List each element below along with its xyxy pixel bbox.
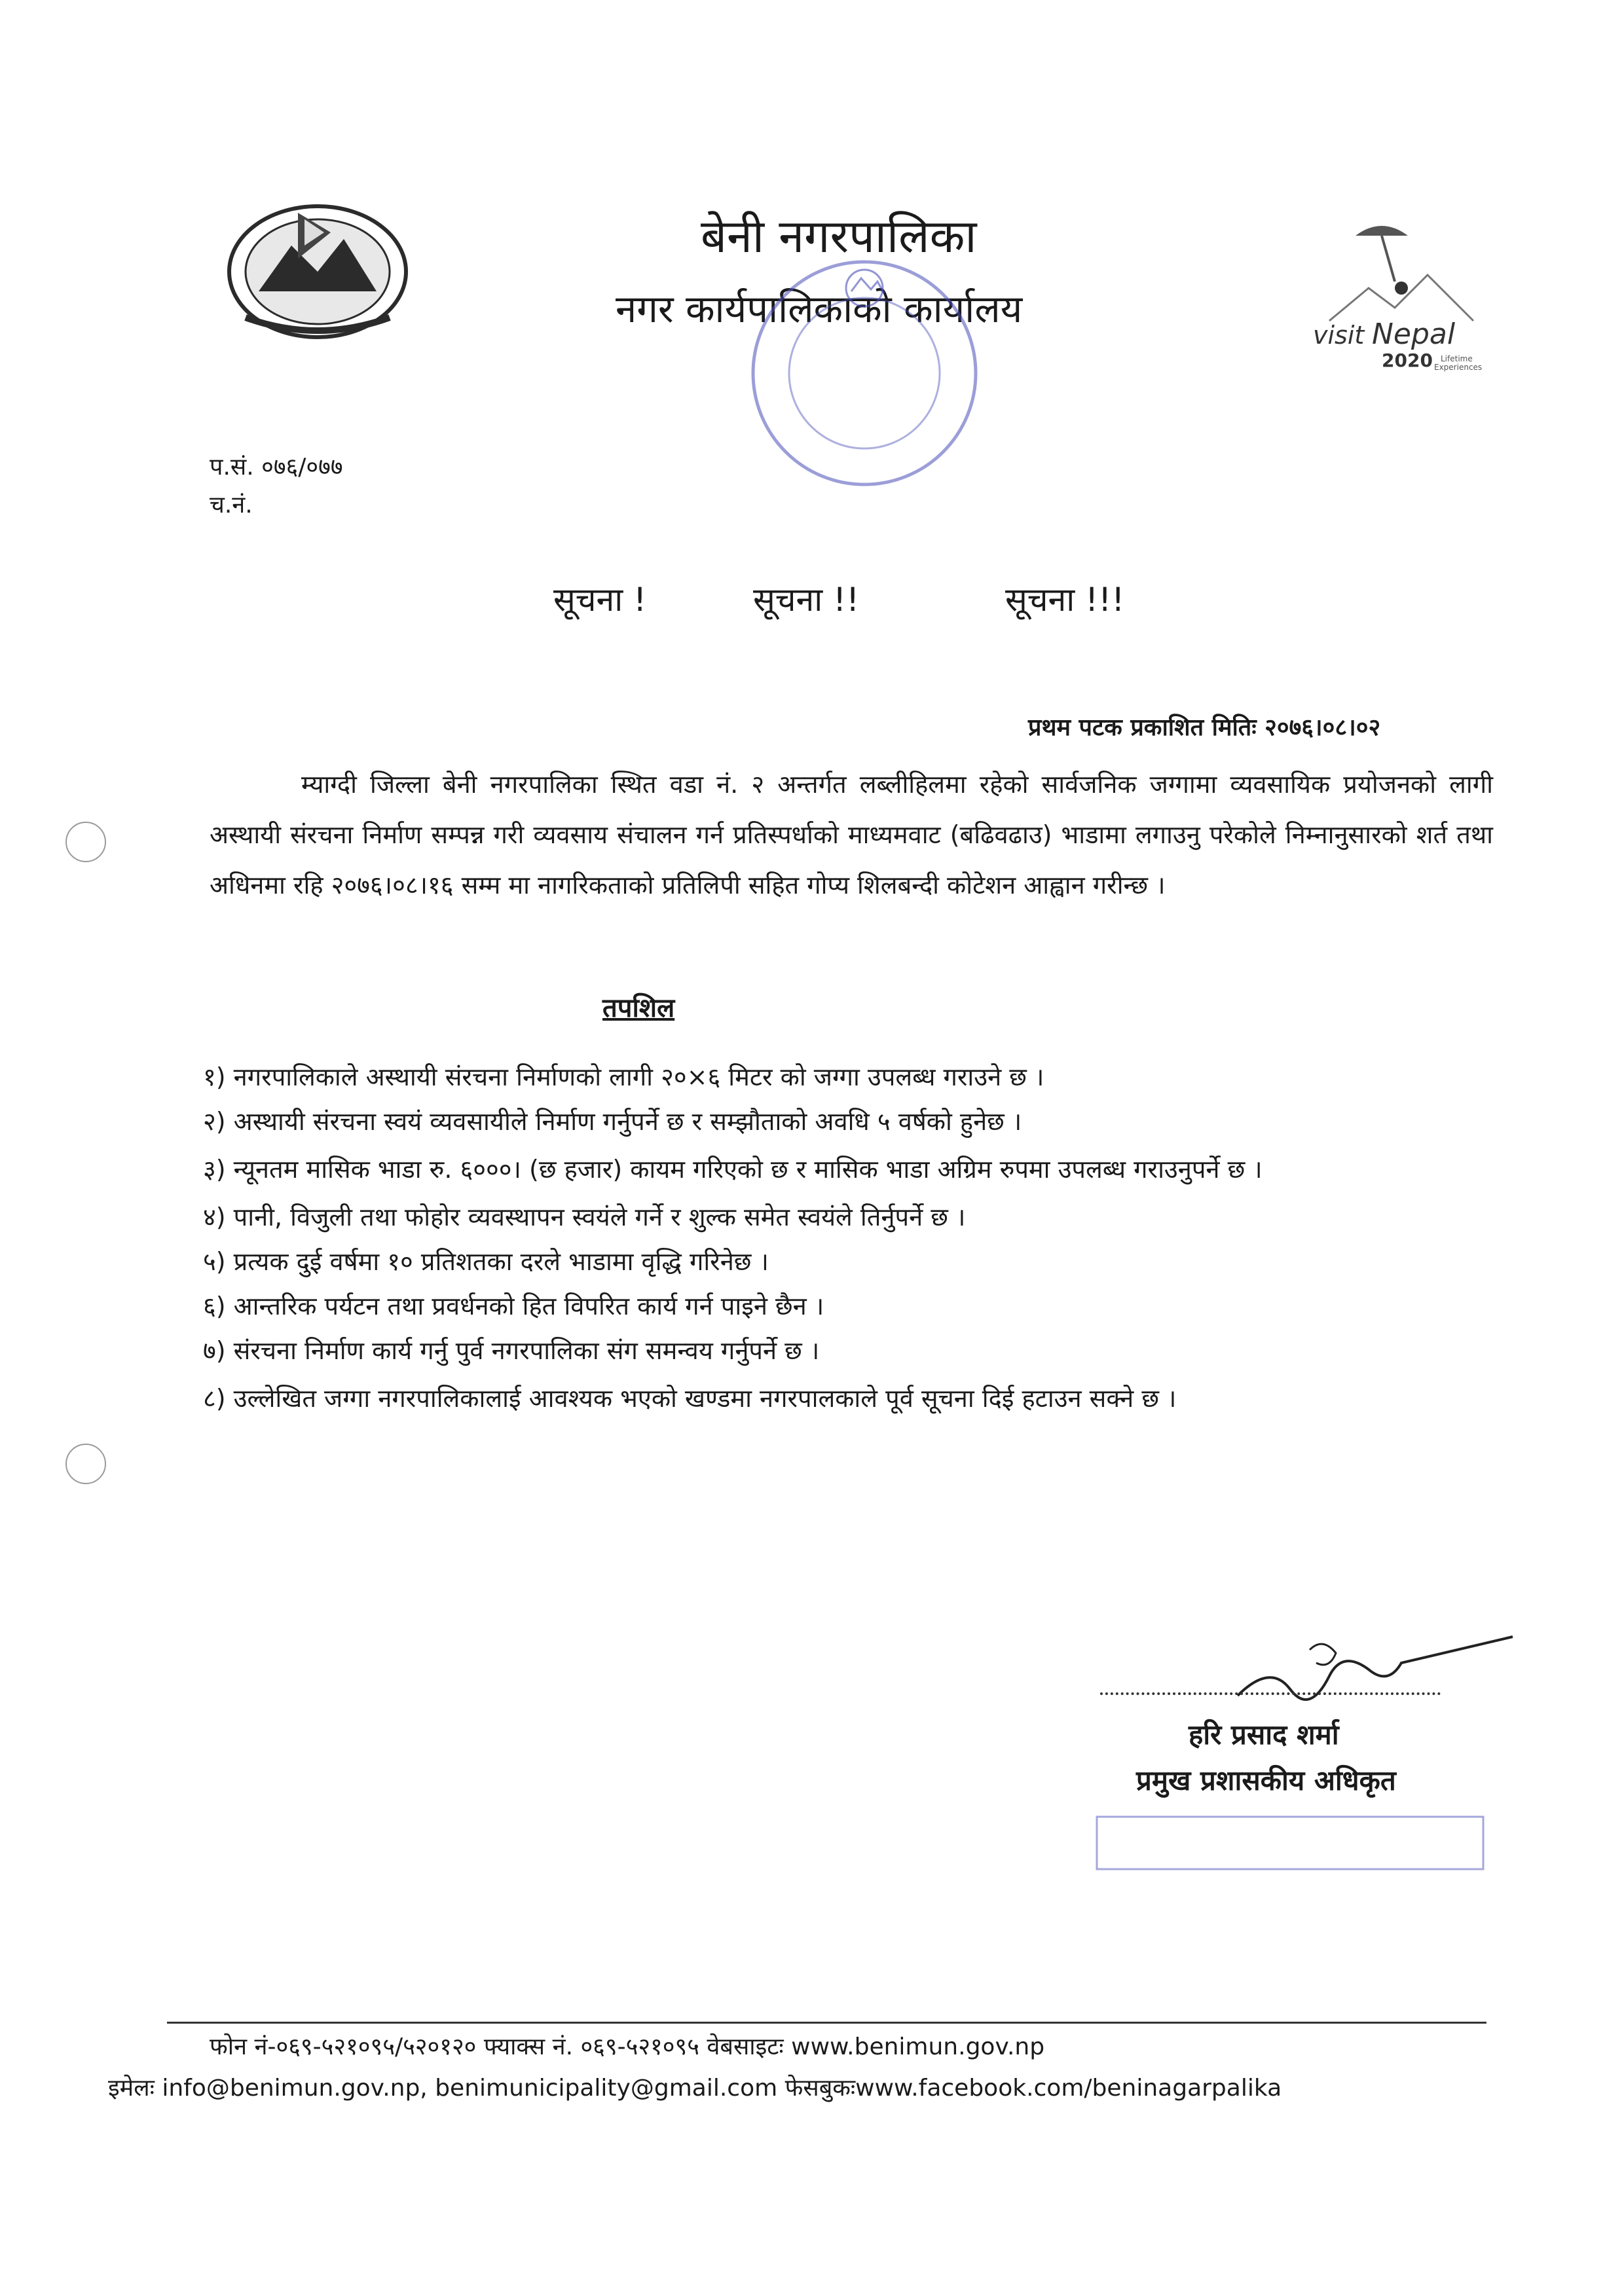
svg-text:Experiences: Experiences xyxy=(1434,363,1483,372)
condition-item: २) अस्थायी संरचना स्वयं व्यवसायीले निर्माण गर्नुपर्ने छ र सम्झौताको अवधि ५ वर्षको हुनेछ । xyxy=(203,1107,1022,1136)
office-name: नगर कार्यपालिकाको कार्यालय xyxy=(616,287,1023,331)
notice-heading-2: सूचना !! xyxy=(753,581,860,619)
svg-text:visit: visit xyxy=(1313,321,1365,350)
signatory-name: हरि प्रसाद शर्मा xyxy=(1189,1719,1339,1751)
notice-heading-3: सूचना !!! xyxy=(1005,581,1125,619)
visit-nepal-2020-logo xyxy=(1303,210,1506,386)
svg-text:Lifetime: Lifetime xyxy=(1441,354,1473,363)
details-heading: तपशिल xyxy=(602,993,675,1023)
chalani-number: च.नं. xyxy=(210,492,253,519)
footer-contact-line: फोन नं-०६९-५२१०९५/५२०१२० फ्याक्स नं. ०६९-५२१०९५ वेबसाइटः www.benimun.gov.np xyxy=(210,2033,1045,2060)
condition-item: ५) प्रत्यक दुई वर्षमा १० प्रतिशतका दरले भाडामा वृद्धि गरिनेछ । xyxy=(203,1247,769,1276)
signatory-title: प्रमुख प्रशासकीय अधिकृत xyxy=(1136,1764,1396,1796)
conditions-list xyxy=(203,1057,1486,1427)
condition-item: ४) पानी, विजुली तथा फोहोर व्यवस्थापन स्वयंले गर्ने र शुल्क समेत स्वयंले तिर्नुपर्ने छ । xyxy=(203,1203,966,1231)
condition-item: ६) आन्तरिक पर्यटन तथा प्रवर्धनको हित विपरित कार्य गर्न पाइने छैन । xyxy=(203,1292,824,1321)
body-paragraph: म्याग्दी जिल्ला बेनी नगरपालिका स्थित वडा नं. २ अन्तर्गत लब्लीहिलमा रहेको सार्वजनिक जग्गामा व्यवसायिक प्रयोजनको लागी अस्थायी संरचना निर्माण सम्पन्न गरी व्यवसाय संचालन गर्न प्रतिस्पर्धाको माध्यमवाट (बढिवढाउ) भाडामा लगाउनु परेकोले निम्नानुसारको शर्त तथा अधिनमा रहि २०७६।०८।१६ सम्म मा नागरिकताको प्रतिलिपी सहित गोप्य शिलबन्दी कोटेशन आह्वान गरीन्छ । xyxy=(210,770,1493,900)
condition-item: ७) संरचना निर्माण कार्य गर्नु पुर्व नगरपालिका संग समन्वय गर्नुपर्ने छ । xyxy=(203,1336,820,1365)
condition-item: ३) न्यूनतम मासिक भाडा रु. ६०००। (छ हजार) कायम गरिएको छ र मासिक भाडा अग्रिम रुपमा उपलब्ध गराउनुपर्ने छ । xyxy=(203,1155,1263,1184)
published-date: प्रथम पटक प्रकाशित मितिः २०७६।०८।०२ xyxy=(1028,714,1381,741)
punch-hole xyxy=(65,1444,106,1484)
reference-block xyxy=(210,448,343,524)
signature-line xyxy=(1100,1692,1441,1695)
notice-heading-1: सूचना ! xyxy=(553,581,647,619)
municipality-name: बेनी नगरपालिका xyxy=(701,210,977,263)
footer-divider xyxy=(167,2022,1486,2024)
svg-text:2020: 2020 xyxy=(1382,350,1433,371)
handwritten-signature xyxy=(1231,1624,1519,1715)
footer-email-line: इमेलः info@benimun.gov.np, benimunicipality@gmail.com फेसबुकःwww.facebook.com/beninagarpalika xyxy=(108,2075,1282,2102)
signatory-stamp xyxy=(1094,1813,1486,1872)
patra-sankhya: प.सं. ०७६/०७७ xyxy=(210,454,343,481)
office-stamp xyxy=(747,249,982,498)
svg-text:Nepal: Nepal xyxy=(1372,318,1456,351)
condition-item: ८) उल्लेखित जग्गा नगरपालिकालाई आवश्यक भएको खण्डमा नगरपालकाले पूर्व सूचना दिई हटाउन सक्ने छ । xyxy=(203,1384,1177,1413)
condition-item: १) नगरपालिकाले अस्थायी संरचना निर्माणको लागी २०×६ मिटर को जग्गा उपलब्ध गराउने छ । xyxy=(203,1063,1044,1091)
punch-hole xyxy=(65,822,106,862)
nepal-government-emblem xyxy=(219,193,416,344)
